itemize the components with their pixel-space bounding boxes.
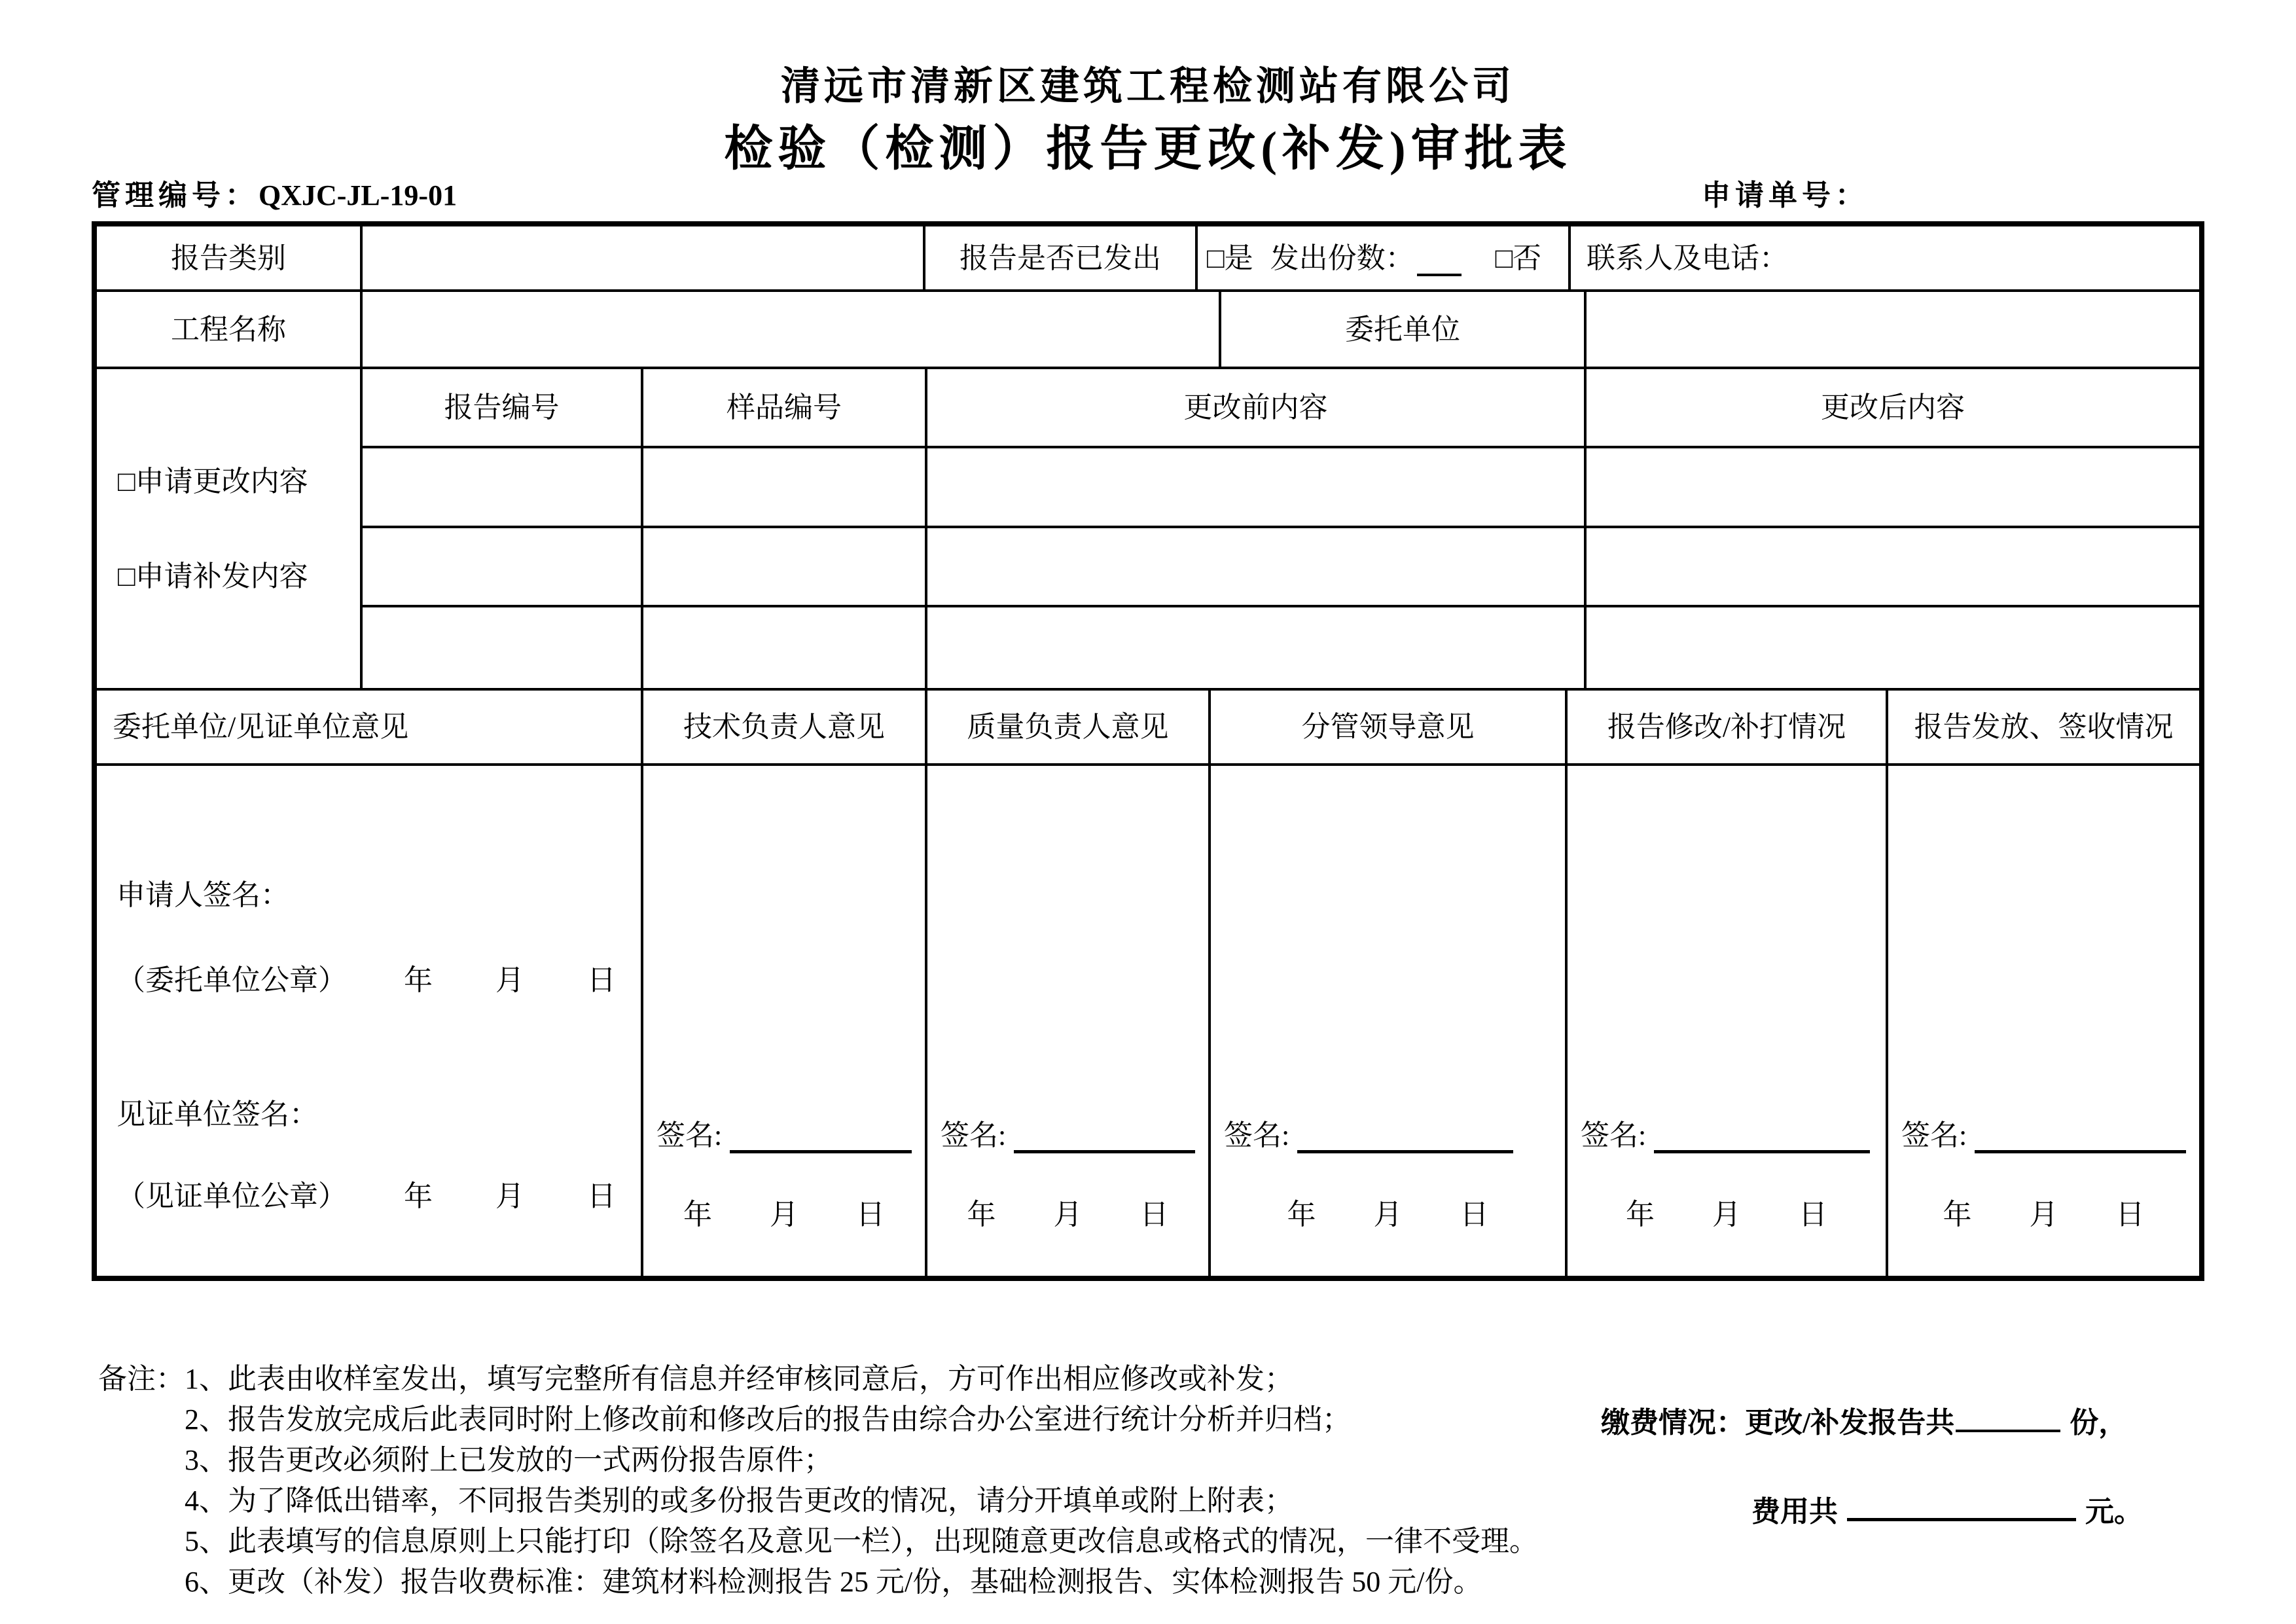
column-header-report-no: 报告编号 bbox=[363, 369, 643, 448]
leader-signature-cell bbox=[1211, 766, 1568, 1276]
report-category-label: 报告类别 bbox=[97, 226, 363, 292]
witness-date-fields bbox=[404, 1178, 624, 1214]
month-label[interactable]: 月 bbox=[1373, 1198, 1403, 1231]
column-header-after-content: 更改后内容 bbox=[1587, 369, 2199, 448]
day-label[interactable]: 日 bbox=[856, 1198, 885, 1231]
day-label[interactable]: 日 bbox=[1460, 1198, 1489, 1231]
sign-label: 签名: bbox=[1901, 1119, 1967, 1151]
month-label[interactable]: 月 bbox=[495, 1180, 524, 1212]
leader-signature-line[interactable] bbox=[1297, 1103, 1513, 1153]
payment-copies-prefix: 更改/补发报告共 bbox=[1745, 1407, 1955, 1439]
opinion-header-technical: 技术负责人意见 bbox=[643, 691, 927, 766]
day-label[interactable]: 日 bbox=[2115, 1198, 2145, 1231]
opinion-header-client-witness: 委托单位/见证单位意见 bbox=[97, 691, 643, 766]
quality-sign-row bbox=[941, 1106, 1195, 1153]
applicant-signature-label[interactable]: 申请人签名： bbox=[117, 878, 289, 911]
column-header-before-content: 更改前内容 bbox=[927, 369, 1587, 448]
change-row-1-after-content[interactable] bbox=[1587, 448, 2199, 528]
day-label[interactable]: 日 bbox=[587, 964, 616, 996]
year-label[interactable]: 年 bbox=[404, 964, 433, 996]
quality-signature-cell bbox=[927, 766, 1211, 1276]
opinion-header-modify-reprint: 报告修改/补打情况 bbox=[1568, 691, 1888, 766]
modify-signature-line[interactable] bbox=[1654, 1103, 1870, 1153]
contact-phone-label: 联系人及电话： bbox=[1571, 226, 2199, 292]
management-number-label: 管理编号： bbox=[92, 179, 259, 211]
notes-label: 备注： bbox=[98, 1363, 185, 1395]
modify-reprint-signature-cell bbox=[1568, 766, 1888, 1276]
form-title: 检验（检测）报告更改(补发)审批表 bbox=[724, 122, 1572, 176]
payment-block bbox=[1601, 1397, 2143, 1530]
witness-seal-line bbox=[117, 1175, 624, 1217]
payment-fee-line bbox=[1751, 1485, 2143, 1530]
project-name-value[interactable] bbox=[363, 292, 1221, 369]
technical-date-row bbox=[643, 1195, 925, 1234]
change-row-1-report-no[interactable] bbox=[363, 448, 643, 528]
change-row-2-report-no[interactable] bbox=[363, 528, 643, 607]
day-label[interactable]: 日 bbox=[1139, 1198, 1169, 1231]
technical-signature-cell bbox=[643, 766, 927, 1276]
checkbox-issued-yes[interactable]: □是 bbox=[1207, 242, 1253, 274]
report-category-value[interactable] bbox=[363, 226, 925, 292]
sign-label: 签名: bbox=[941, 1119, 1007, 1151]
issue-sign-signature-cell bbox=[1888, 766, 2199, 1276]
leader-date-row bbox=[1211, 1195, 1565, 1234]
opinion-header-leader: 分管领导意见 bbox=[1211, 691, 1568, 766]
change-row-3-report-no[interactable] bbox=[363, 607, 643, 691]
note-item-6: 6、更改（补发）报告收费标准：建筑材料检测报告 25 元/份，基础检测报告、实体检测报告 50 元/份。 bbox=[185, 1566, 1482, 1598]
month-label[interactable]: 月 bbox=[770, 1198, 798, 1231]
client-seal-line bbox=[117, 959, 624, 1001]
change-row-2-after-content[interactable] bbox=[1587, 528, 2199, 607]
change-row-2-before-content[interactable] bbox=[927, 528, 1587, 607]
issue-sign-row bbox=[1901, 1106, 2186, 1153]
checkbox-apply-change[interactable]: □申请更改内容 bbox=[118, 465, 308, 497]
witness-seal-label: （见证单位公章） bbox=[117, 1180, 347, 1212]
payment-copies-blank-line[interactable] bbox=[1956, 1397, 2060, 1432]
opinion-header-quality: 质量负责人意见 bbox=[927, 691, 1211, 766]
checkbox-apply-reissue[interactable]: □申请补发内容 bbox=[118, 560, 308, 592]
witness-signature-label[interactable]: 见证单位签名： bbox=[117, 1098, 318, 1130]
change-row-3-after-content[interactable] bbox=[1587, 607, 2199, 691]
payment-copies-suffix: 份， bbox=[2070, 1407, 2128, 1439]
technical-signature-line[interactable] bbox=[730, 1103, 912, 1153]
year-label[interactable]: 年 bbox=[683, 1198, 712, 1231]
month-label[interactable]: 月 bbox=[495, 964, 524, 996]
project-name-label: 工程名称 bbox=[97, 292, 363, 369]
issue-date-row bbox=[1888, 1195, 2199, 1234]
client-unit-value[interactable] bbox=[1587, 292, 2199, 369]
payment-label: 缴费情况： bbox=[1601, 1407, 1745, 1439]
note-item-2: 2、报告发放完成后此表同时附上修改前和修改后的报告由综合办公室进行统计分析并归档； bbox=[185, 1403, 1351, 1435]
column-header-sample-no: 样品编号 bbox=[643, 369, 927, 448]
issued-copies-blank-line[interactable] bbox=[1417, 240, 1462, 276]
change-row-1-sample-no[interactable] bbox=[643, 448, 927, 528]
notes-block bbox=[98, 1359, 1604, 1602]
issue-signature-line[interactable] bbox=[1975, 1103, 2186, 1153]
sign-label: 签名: bbox=[1224, 1119, 1290, 1151]
management-number-value: QXJC-JL-19-01 bbox=[259, 179, 457, 211]
sign-label: 签名: bbox=[1581, 1119, 1647, 1151]
payment-copies-line bbox=[1601, 1397, 2143, 1441]
apply-type-cell bbox=[97, 369, 363, 691]
year-label[interactable]: 年 bbox=[1626, 1198, 1655, 1231]
client-unit-label: 委托单位 bbox=[1221, 292, 1587, 369]
change-row-3-before-content[interactable] bbox=[927, 607, 1587, 691]
quality-date-row bbox=[927, 1195, 1208, 1234]
note-item-4: 4、为了降低出错率，不同报告类别的或多份报告更改的情况，请分开填单或附上附表； bbox=[185, 1485, 1293, 1517]
client-witness-signature-cell bbox=[97, 766, 643, 1276]
modify-sign-row bbox=[1581, 1106, 1873, 1153]
company-title: 清远市清新区建筑工程检测站有限公司 bbox=[781, 65, 1515, 108]
opinion-header-issue-sign: 报告发放、签收情况 bbox=[1888, 691, 2199, 766]
change-row-1-before-content[interactable] bbox=[927, 448, 1587, 528]
payment-fee-prefix: 费用共 bbox=[1751, 1496, 1838, 1528]
year-label[interactable]: 年 bbox=[1287, 1198, 1316, 1231]
technical-sign-row bbox=[656, 1106, 912, 1153]
management-number-line bbox=[92, 171, 457, 213]
sign-label: 签名: bbox=[656, 1119, 723, 1151]
payment-fee-blank-line[interactable] bbox=[1847, 1485, 2076, 1521]
modify-date-row bbox=[1568, 1195, 1886, 1234]
note-item-5: 5、此表填写的信息原则上只能打印（除签名及意见一栏），出现随意更改信息或格式的情况，一律不受理。 bbox=[185, 1525, 1538, 1557]
year-label[interactable]: 年 bbox=[404, 1180, 433, 1212]
month-label[interactable]: 月 bbox=[2029, 1198, 2058, 1231]
issued-copies-label: 发出份数： bbox=[1270, 242, 1414, 274]
leader-sign-row bbox=[1224, 1106, 1552, 1153]
change-row-3-sample-no[interactable] bbox=[643, 607, 927, 691]
approval-form-table bbox=[92, 221, 2204, 1281]
month-label[interactable]: 月 bbox=[1712, 1198, 1741, 1231]
note-item-1: 1、此表由收样室发出，填写完整所有信息并经审核同意后，方可作出相应修改或补发； bbox=[185, 1363, 1293, 1395]
checkbox-issued-no[interactable]: □否 bbox=[1495, 242, 1542, 274]
day-label[interactable]: 日 bbox=[1799, 1198, 1827, 1231]
application-number-label: 申请单号： bbox=[1702, 179, 1869, 211]
report-issued-label: 报告是否已发出 bbox=[925, 226, 1198, 292]
payment-fee-suffix: 元。 bbox=[2085, 1496, 2143, 1528]
report-issued-options bbox=[1198, 226, 1571, 292]
change-row-2-sample-no[interactable] bbox=[643, 528, 927, 607]
quality-signature-line[interactable] bbox=[1014, 1103, 1195, 1153]
year-label[interactable]: 年 bbox=[1943, 1198, 1972, 1231]
day-label[interactable]: 日 bbox=[587, 1180, 616, 1212]
note-item-3: 3、报告更改必须附上已发放的一式两份报告原件； bbox=[185, 1444, 833, 1476]
client-date-fields bbox=[404, 962, 624, 998]
month-label[interactable]: 月 bbox=[1053, 1198, 1083, 1231]
client-seal-label: （委托单位公章） bbox=[117, 964, 347, 996]
year-label[interactable]: 年 bbox=[967, 1198, 996, 1231]
